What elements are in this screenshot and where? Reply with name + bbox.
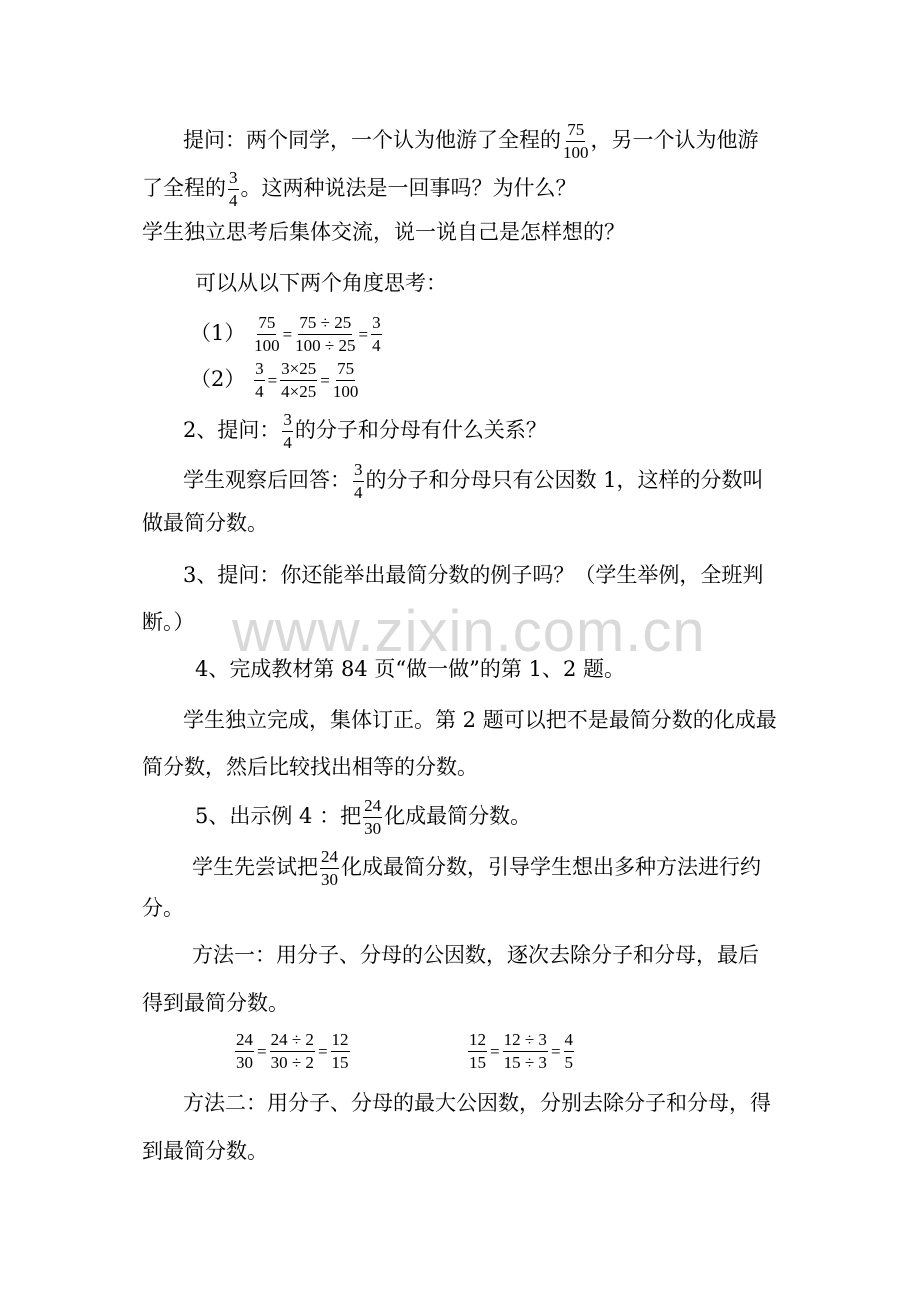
equation-label: （2） bbox=[190, 367, 246, 391]
equals-sign: = bbox=[490, 1041, 500, 1061]
paragraph-line bbox=[192, 847, 761, 890]
equals-sign: = bbox=[257, 1041, 267, 1061]
paragraph-line: 到最简分数。 bbox=[142, 1139, 268, 1163]
fraction-3-4: $\frac{3}{4}$ bbox=[354, 460, 363, 502]
equation-label: （1） bbox=[190, 321, 246, 345]
equals-sign: = bbox=[317, 1041, 328, 1061]
fraction-3-4: $\frac{3}{4}$ bbox=[229, 168, 238, 210]
text: 提问：两个同学，一个认为他游了全程的 bbox=[183, 128, 561, 152]
text: 化成最简分数。 bbox=[384, 804, 532, 828]
paragraph-line: 可以从以下两个角度思考： bbox=[195, 271, 447, 295]
fraction-24-30: $\frac{24}{30}$ bbox=[321, 847, 338, 889]
paragraph-line: 做最简分数。 bbox=[142, 511, 268, 535]
equation-right bbox=[466, 1030, 576, 1073]
paragraph-line: 学生独立完成，集体订正。第 2 题可以把不是最简分数的化成最 bbox=[183, 708, 777, 732]
fraction-75-100: $\frac{75}{100}$ bbox=[563, 120, 589, 162]
fraction: $\frac{75 \div 25}{100 \div 25}$ bbox=[295, 313, 356, 355]
equals-sign: = bbox=[358, 324, 369, 344]
task-4: 4、完成教材第 84 页“做一做”的第 1、2 题。 bbox=[195, 657, 625, 681]
method-1: 方法一：用分子、分母的公因数，逐次去除分子和分母，最后 bbox=[192, 943, 759, 967]
text: 化成最简分数，引导学生想出多种方法进行约 bbox=[341, 855, 761, 879]
text: 了全程的 bbox=[142, 176, 226, 200]
equation-2 bbox=[190, 359, 360, 402]
question-line-2 bbox=[142, 168, 577, 211]
fraction: $\frac{3\times 25}{4\times 25}$ bbox=[281, 359, 317, 401]
equation-left bbox=[233, 1030, 352, 1073]
watermark: www.zixin.com.cn bbox=[232, 599, 706, 664]
fraction: $\frac{12}{15}$ bbox=[469, 1030, 486, 1072]
question-2 bbox=[183, 410, 547, 453]
text: 。这两种说法是一回事吗？为什么？ bbox=[240, 176, 577, 200]
text: 学生先尝试把 bbox=[192, 855, 318, 879]
text: 的分子和分母有什么关系？ bbox=[294, 418, 547, 442]
text: 2、提问： bbox=[183, 418, 281, 442]
fraction-24-30: $\frac{24}{30}$ bbox=[364, 796, 382, 838]
question-3: 3、提问：你还能举出最简分数的例子吗？（学生举例，全班判 bbox=[183, 563, 764, 587]
method-2: 方法二：用分子、分母的最大公因数，分别去除分子和分母，得 bbox=[183, 1091, 771, 1115]
fraction: $\frac{3}{4}$ bbox=[372, 313, 381, 355]
fraction: $\frac{75}{100}$ bbox=[332, 359, 359, 401]
answer-line bbox=[183, 460, 764, 503]
paragraph-line: 学生独立思考后集体交流，说一说自己是怎样想的？ bbox=[142, 220, 625, 244]
equals-sign: = bbox=[282, 324, 293, 344]
fraction: $\frac{3}{4}$ bbox=[255, 359, 264, 401]
paragraph-line: 分。 bbox=[142, 896, 184, 920]
text: 的分子和分母只有公因数 1，这样的分数叫 bbox=[365, 468, 764, 492]
equals-sign: = bbox=[550, 1041, 561, 1061]
question-line-1 bbox=[183, 120, 759, 163]
paragraph-line: 断。） bbox=[142, 610, 195, 634]
equation-1 bbox=[190, 313, 384, 356]
fraction: $\frac{75}{100}$ bbox=[254, 313, 280, 355]
text: 5、出示例 4 ：把 bbox=[195, 804, 362, 828]
fraction: $\frac{12 \div 3}{15 \div 3}$ bbox=[503, 1030, 547, 1072]
text: ，另一个认为他游 bbox=[590, 128, 759, 152]
fraction: $\frac{24 \div 2}{30 \div 2}$ bbox=[270, 1030, 314, 1072]
example-4 bbox=[195, 796, 531, 839]
fraction: $\frac{24}{30}$ bbox=[236, 1030, 253, 1072]
equals-sign: = bbox=[320, 370, 330, 390]
fraction: $\frac{4}{5}$ bbox=[564, 1030, 574, 1072]
paragraph-line: 简分数，然后比较找出相等的分数。 bbox=[142, 755, 478, 779]
equals-sign: = bbox=[267, 370, 278, 390]
fraction-3-4: $\frac{3}{4}$ bbox=[283, 410, 292, 452]
text: 学生观察后回答： bbox=[183, 468, 351, 492]
fraction: $\frac{12}{15}$ bbox=[331, 1030, 349, 1072]
paragraph-line: 得到最简分数。 bbox=[142, 991, 289, 1015]
